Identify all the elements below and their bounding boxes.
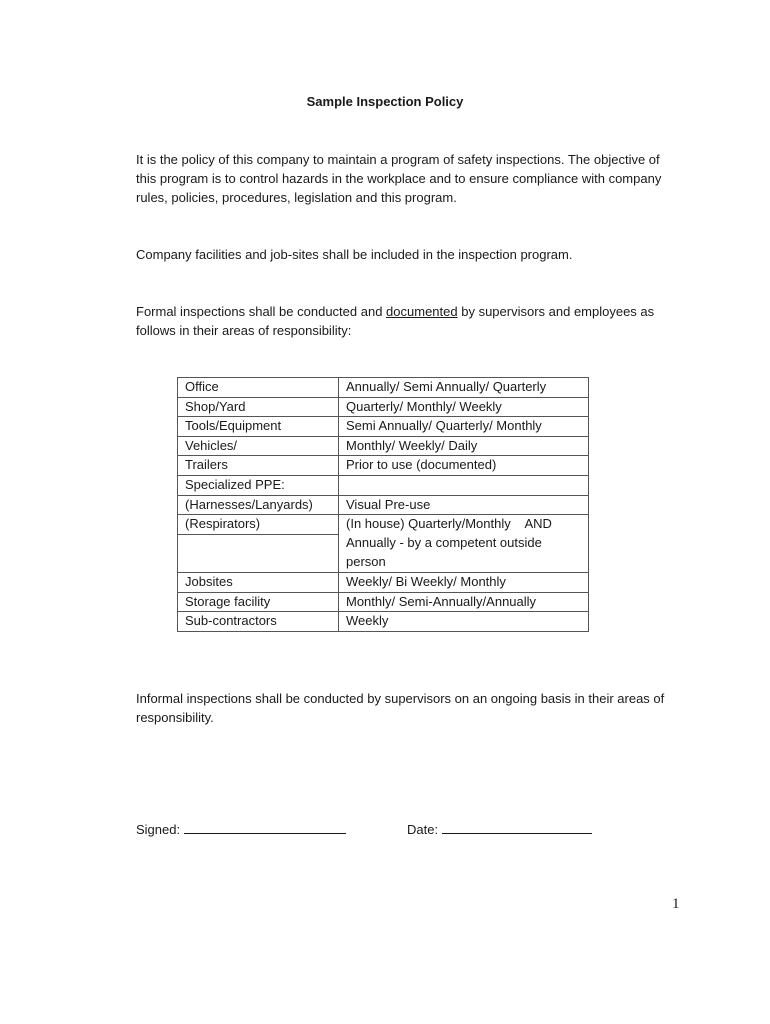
frequency-cell: Monthly/ Semi-Annually/Annually: [339, 592, 589, 612]
table-row: [178, 456, 589, 476]
table-row: [178, 572, 589, 592]
date-field: [407, 821, 592, 837]
table-row: [178, 417, 589, 437]
area-cell: Trailers: [178, 456, 339, 476]
document-title: Sample Inspection Policy: [306, 94, 464, 109]
signed-label: Signed:: [136, 822, 181, 837]
page-number: 1: [672, 896, 680, 912]
frequency-cell: Quarterly/ Monthly/ Weekly: [339, 397, 589, 417]
table-row: [178, 475, 589, 495]
table-row: [178, 436, 589, 456]
facilities-paragraph: Company facilities and job-sites shall be included in the inspection program.: [136, 247, 573, 262]
area-cell: [178, 534, 339, 553]
area-cell: Tools/Equipment: [178, 417, 339, 437]
frequency-cell: Annually - by a competent outside: [339, 534, 589, 553]
frequency-cell: Prior to use (documented): [339, 456, 589, 476]
frequency-cell: Visual Pre-use: [339, 495, 589, 515]
frequency-cell: Weekly/ Bi Weekly/ Monthly: [339, 572, 589, 592]
area-cell: Shop/Yard: [178, 397, 339, 417]
table-row: [178, 378, 589, 398]
table-row: [178, 553, 589, 572]
table-row: [178, 515, 589, 535]
table-row: [178, 495, 589, 515]
signed-field: [136, 821, 346, 837]
policy-statement-paragraph: It is the policy of this company to maintain a program of safety inspections. The objective of this program is to control hazards in the workplace and to ensure compliance with company rules, policies, procedures, legislation and this program.: [136, 152, 662, 205]
documented-underlined-word: documented: [386, 304, 458, 319]
area-cell: Sub-contractors: [178, 612, 339, 632]
area-cell: (Harnesses/Lanyards): [178, 495, 339, 515]
frequency-cell: person: [339, 553, 589, 572]
area-cell: Specialized PPE:: [178, 475, 339, 495]
frequency-cell: (In house) Quarterly/Monthly AND: [339, 515, 589, 535]
area-cell: Vehicles/: [178, 436, 339, 456]
area-cell: Office: [178, 378, 339, 398]
formal-inspections-text-end: by supervisors and employees as follows in their areas of responsibility:: [136, 304, 655, 338]
formal-inspections-paragraph: [136, 302, 676, 340]
table-row: [178, 397, 589, 417]
table-row: [178, 592, 589, 612]
area-cell: [178, 553, 339, 572]
frequency-cell: Semi Annually/ Quarterly/ Monthly: [339, 417, 589, 437]
area-cell: Jobsites: [178, 572, 339, 592]
signature-line: [184, 821, 346, 834]
frequency-cell: [339, 475, 589, 495]
frequency-cell: Monthly/ Weekly/ Daily: [339, 436, 589, 456]
formal-inspections-text-start: Formal inspections shall be conducted and: [136, 304, 387, 319]
date-line: [442, 821, 592, 834]
area-cell: (Respirators): [178, 515, 339, 535]
table-row: [178, 612, 589, 632]
frequency-cell: Annually/ Semi Annually/ Quarterly: [339, 378, 589, 398]
date-label: Date:: [407, 822, 439, 837]
inspection-schedule-table: [177, 377, 589, 632]
area-cell: Storage facility: [178, 592, 339, 612]
table-row: [178, 534, 589, 553]
informal-inspections-paragraph: Informal inspections shall be conducted by supervisors on an ongoing basis in their areas of responsibility.: [136, 691, 665, 725]
frequency-cell: Weekly: [339, 612, 589, 632]
